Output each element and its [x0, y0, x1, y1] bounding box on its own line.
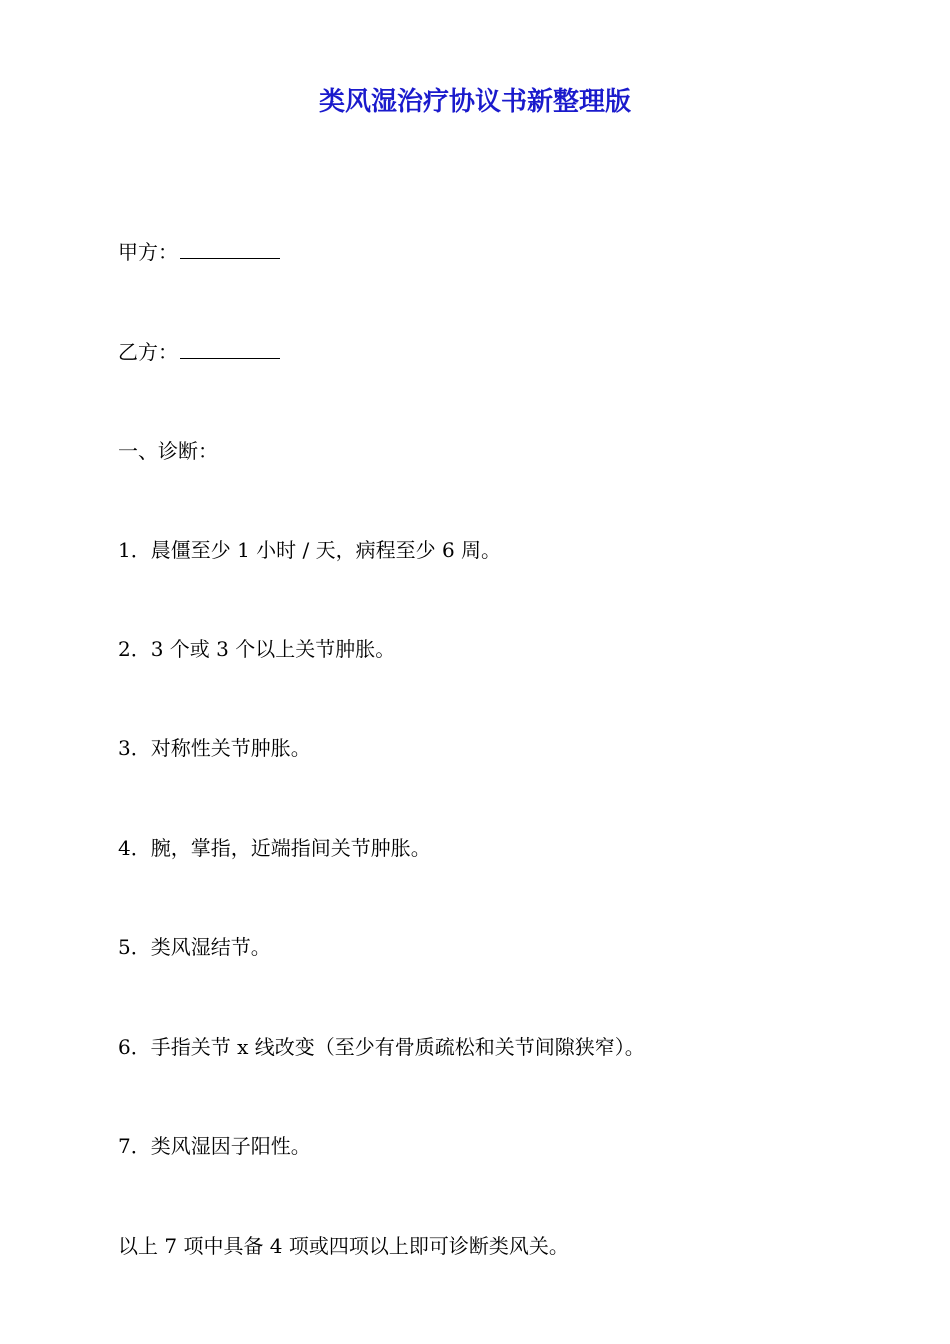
party-b-blank-field [180, 338, 280, 359]
diagnosis-conclusion: 以上 7 项中具备 4 项或四项以上即可诊断类风关。 [118, 1234, 569, 1258]
section-heading-diagnosis: 一、诊断： [118, 439, 218, 463]
diagnosis-item-2: 2．3 个或 3 个以上关节肿胀。 [118, 637, 396, 661]
party-b-label: 乙方： [118, 340, 178, 364]
document-title: 类风湿治疗协议书新整理版 [318, 87, 631, 117]
party-b-line [118, 338, 280, 366]
diagnosis-item-7: 7．类风湿因子阳性。 [118, 1134, 311, 1158]
party-a-line [118, 238, 280, 266]
diagnosis-item-3: 3．对称性关节肿胀。 [118, 736, 311, 760]
diagnosis-item-4: 4．腕，掌指，近端指间关节肿胀。 [118, 836, 431, 860]
diagnosis-item-1: 1．晨僵至少 1 小时 / 天，病程至少 6 周。 [118, 538, 502, 562]
diagnosis-item-5: 5．类风湿结节。 [118, 935, 271, 959]
party-a-label: 甲方： [118, 240, 178, 264]
diagnosis-item-6: 6．手指关节 x 线改变（至少有骨质疏松和关节间隙狭窄）。 [118, 1035, 645, 1059]
party-a-blank-field [180, 238, 280, 259]
